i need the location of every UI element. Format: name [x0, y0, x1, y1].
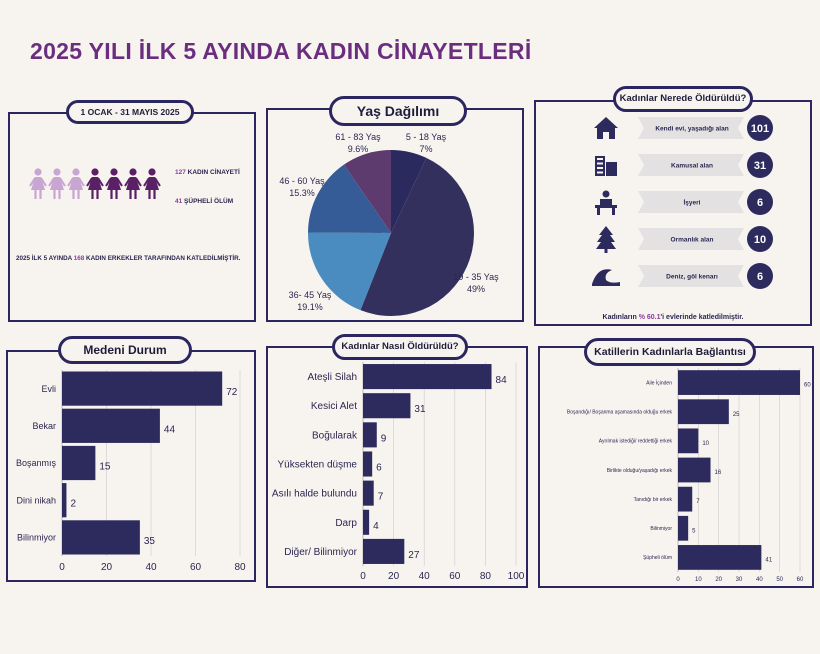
value-label: 5: [692, 528, 696, 535]
suspicious-count-label: ŞÜPHELİ ÖLÜM: [182, 198, 234, 205]
method-badge: Kadınlar Nasıl Öldürüldü?: [332, 334, 468, 360]
location-badge: Kadınlar Nerede Öldürüldü?: [613, 86, 753, 112]
value-label: 4: [373, 520, 379, 532]
pie-value-label: 19.1%: [297, 302, 323, 312]
bar: [363, 481, 374, 506]
value-label: 6: [376, 462, 382, 474]
category-label: Boşandığı/ Boşanma aşamasında olduğu erkek: [566, 409, 672, 416]
age-pie-chart: [266, 108, 524, 322]
value-label: 60: [804, 382, 811, 389]
location-count: 10: [753, 234, 767, 246]
location-row: [592, 263, 773, 289]
bar: [678, 428, 698, 453]
woman-dress: [31, 177, 45, 190]
category-label: Birlikte olduğu/yaşadığı erkek: [606, 467, 672, 474]
location-label: Deniz, göl kenarı: [666, 273, 718, 281]
value-label: 7: [696, 499, 700, 506]
value-label: 15: [99, 461, 111, 473]
x-tick-label: 80: [479, 571, 491, 582]
location-list: [534, 100, 812, 326]
pie-label: 36- 45 Yaş: [288, 290, 332, 300]
woman-legs: [150, 190, 155, 199]
location-count: 101: [750, 123, 770, 135]
category-label: Şüpheli ölüm: [643, 555, 672, 562]
x-tick-label: 50: [776, 577, 784, 583]
location-label: Ormanlık alan: [670, 236, 714, 244]
pie-label: 61 - 83 Yaş: [335, 132, 381, 142]
location-row: [595, 189, 773, 215]
building-window: [597, 163, 603, 165]
tree-shape: [596, 226, 616, 249]
bar: [62, 371, 222, 405]
murder-count-label: KADIN CİNAYETİ: [185, 169, 240, 176]
category-label: Boğularak: [311, 430, 357, 442]
value-label: 10: [702, 440, 710, 447]
suspicious-count-number: 41: [175, 198, 183, 205]
desk-leg: [597, 208, 600, 215]
building-shape: [606, 162, 617, 176]
category-label: Ayrılmak istediği/ reddettiği erkek: [598, 438, 672, 445]
category-label: Aile İçinden: [646, 380, 672, 387]
desk-top: [595, 205, 617, 208]
pie-value-label: 7%: [419, 144, 433, 154]
house-shape: [594, 117, 618, 139]
location-count: 6: [756, 197, 764, 209]
woman-head: [34, 168, 41, 175]
value-label: 84: [495, 375, 507, 387]
value-label: 2: [70, 498, 77, 510]
woman-dress: [50, 177, 64, 190]
x-tick-label: 40: [145, 562, 157, 573]
x-tick-label: 100: [507, 571, 525, 582]
category-label: Bilinmiyor: [16, 532, 56, 543]
wave-shape: [592, 269, 620, 286]
building-icon: [595, 156, 617, 176]
woman-head: [148, 168, 155, 175]
x-tick-label: 0: [59, 562, 65, 573]
woman-legs: [55, 190, 60, 199]
women-figures: [28, 166, 168, 202]
location-count: 6: [756, 271, 764, 283]
value-label: 27: [408, 549, 420, 561]
woman-icon: [49, 168, 65, 199]
category-label: Kesici Alet: [310, 401, 357, 413]
building-window: [597, 167, 603, 169]
relation-bar-chart: [538, 346, 814, 588]
category-label: Tanıdığı bir erkek: [633, 496, 672, 503]
pie-value-label: 9.6%: [347, 144, 369, 154]
relation-badge: Katillerin Kadınlarla Bağlantısı: [584, 338, 756, 366]
woman-head: [53, 168, 60, 175]
location-label: İşyeri: [683, 199, 701, 207]
woman-dress: [88, 177, 102, 190]
category-label: Diğer/ Bilinmiyor: [284, 546, 357, 558]
bar: [678, 487, 692, 512]
bar: [363, 393, 410, 418]
x-tick-label: 60: [189, 562, 202, 573]
office-worker-icon: [595, 191, 617, 216]
bar: [363, 539, 404, 564]
summary-footer-suffix: KADIN ERKEKLER TARAFINDAN KATLEDİLMİŞTİR.: [84, 255, 241, 262]
date-range-badge: 1 OCAK - 31 MAYIS 2025: [66, 100, 194, 124]
location-row: [594, 115, 773, 141]
summary-footer-prefix: 2025 İLK 5 AYINDA: [16, 255, 74, 262]
value-label: 72: [226, 387, 238, 399]
summary-footer-number: 168: [73, 255, 85, 262]
woman-head: [72, 168, 79, 175]
woman-legs: [36, 190, 41, 199]
x-tick-label: 80: [234, 562, 246, 573]
category-label: Bekar: [32, 420, 56, 431]
x-tick-label: 10: [694, 577, 702, 583]
woman-dress: [145, 177, 159, 190]
suspicious-count-text: [175, 198, 233, 205]
worker-body: [600, 199, 612, 205]
location-label: Kendi evi, yaşadığı alan: [655, 125, 729, 133]
worker-head: [603, 191, 610, 198]
location-footer-pct: % 60.1: [638, 314, 661, 321]
woman-legs: [131, 190, 136, 199]
woman-dress: [126, 177, 140, 190]
bar: [363, 364, 492, 389]
murder-count-number: 127: [175, 169, 186, 176]
location-row: [596, 226, 773, 253]
woman-head: [110, 168, 117, 175]
marital-badge: Medeni Durum: [58, 336, 192, 364]
bar: [678, 545, 761, 570]
woman-icon: [30, 168, 46, 199]
summary-footer: [16, 255, 252, 262]
bar: [678, 516, 688, 541]
woman-legs: [112, 190, 117, 199]
bar: [62, 520, 140, 554]
pie-value-label: 15.3%: [289, 188, 315, 198]
bar: [363, 422, 377, 447]
pie-label: 46 - 60 Yaş: [279, 176, 325, 186]
summary-panel: [8, 112, 256, 322]
location-count: 31: [753, 160, 767, 172]
bar: [62, 409, 160, 443]
bar: [62, 446, 95, 480]
category-label: Ateşli Silah: [307, 372, 357, 384]
category-label: Bilinmiyor: [650, 526, 672, 533]
woman-icon: [125, 168, 141, 199]
woman-icon: [106, 168, 122, 199]
location-row: [595, 152, 773, 178]
category-label: Boşanmış: [15, 458, 56, 469]
value-label: 35: [143, 535, 155, 547]
pine-tree-icon: [596, 226, 616, 253]
category-label: Asılı halde bulundu: [271, 488, 357, 500]
value-label: 25: [732, 411, 740, 418]
bar: [363, 510, 369, 535]
value-label: 16: [714, 470, 722, 477]
x-tick-label: 20: [388, 571, 400, 582]
woman-head: [129, 168, 136, 175]
location-footer-suffix: 'i evlerinde katledilmiştir.: [660, 314, 744, 321]
bar: [678, 370, 800, 395]
value-label: 41: [765, 557, 773, 564]
murder-count-text: [175, 169, 240, 176]
tree-trunk: [605, 249, 608, 253]
woman-dress: [69, 177, 83, 190]
value-label: 31: [414, 404, 426, 416]
pie-value-label: 49%: [466, 284, 486, 294]
x-tick-label: 40: [755, 577, 763, 583]
bar: [62, 483, 66, 517]
bar: [363, 451, 372, 476]
x-tick-label: 0: [360, 571, 366, 582]
x-tick-label: 0: [676, 577, 680, 583]
location-label: Kamusal alan: [671, 162, 713, 170]
category-label: Dini nikah: [16, 495, 56, 506]
method-bar-chart: [266, 346, 528, 588]
category-label: Darp: [335, 517, 357, 529]
marital-bar-chart: [6, 350, 256, 582]
bar: [678, 399, 729, 424]
building-window: [597, 158, 603, 160]
house-icon: [594, 117, 618, 139]
wave-icon: [592, 269, 620, 286]
location-footer-prefix: Kadınların: [602, 314, 639, 321]
pie-label: 5 - 18 Yaş: [405, 132, 447, 142]
woman-icon: [68, 168, 84, 199]
page-title: 2025 YILI İLK 5 AYINDA KADIN CİNAYETLERİ: [30, 38, 532, 64]
desk-leg: [612, 208, 615, 215]
x-tick-label: 40: [418, 571, 430, 582]
woman-head: [91, 168, 98, 175]
value-label: 7: [377, 491, 384, 503]
category-label: Evli: [41, 383, 56, 394]
age-badge: Yaş Dağılımı: [329, 96, 467, 126]
category-label: Yüksekten düşme: [277, 459, 357, 471]
bar: [678, 458, 711, 483]
x-tick-label: 60: [449, 571, 461, 582]
value-label: 9: [380, 433, 387, 445]
woman-icon: [144, 168, 160, 199]
building-window: [597, 172, 603, 174]
value-label: 44: [163, 424, 176, 436]
woman-legs: [93, 190, 98, 199]
x-tick-label: 20: [100, 562, 113, 573]
x-tick-label: 60: [796, 577, 804, 583]
x-tick-label: 30: [735, 577, 743, 583]
x-tick-label: 20: [715, 577, 723, 583]
woman-legs: [74, 190, 79, 199]
pie-label: 19 - 35 Yaş: [453, 272, 499, 282]
woman-dress: [107, 177, 121, 190]
woman-icon: [87, 168, 103, 199]
location-footer: [534, 314, 812, 321]
